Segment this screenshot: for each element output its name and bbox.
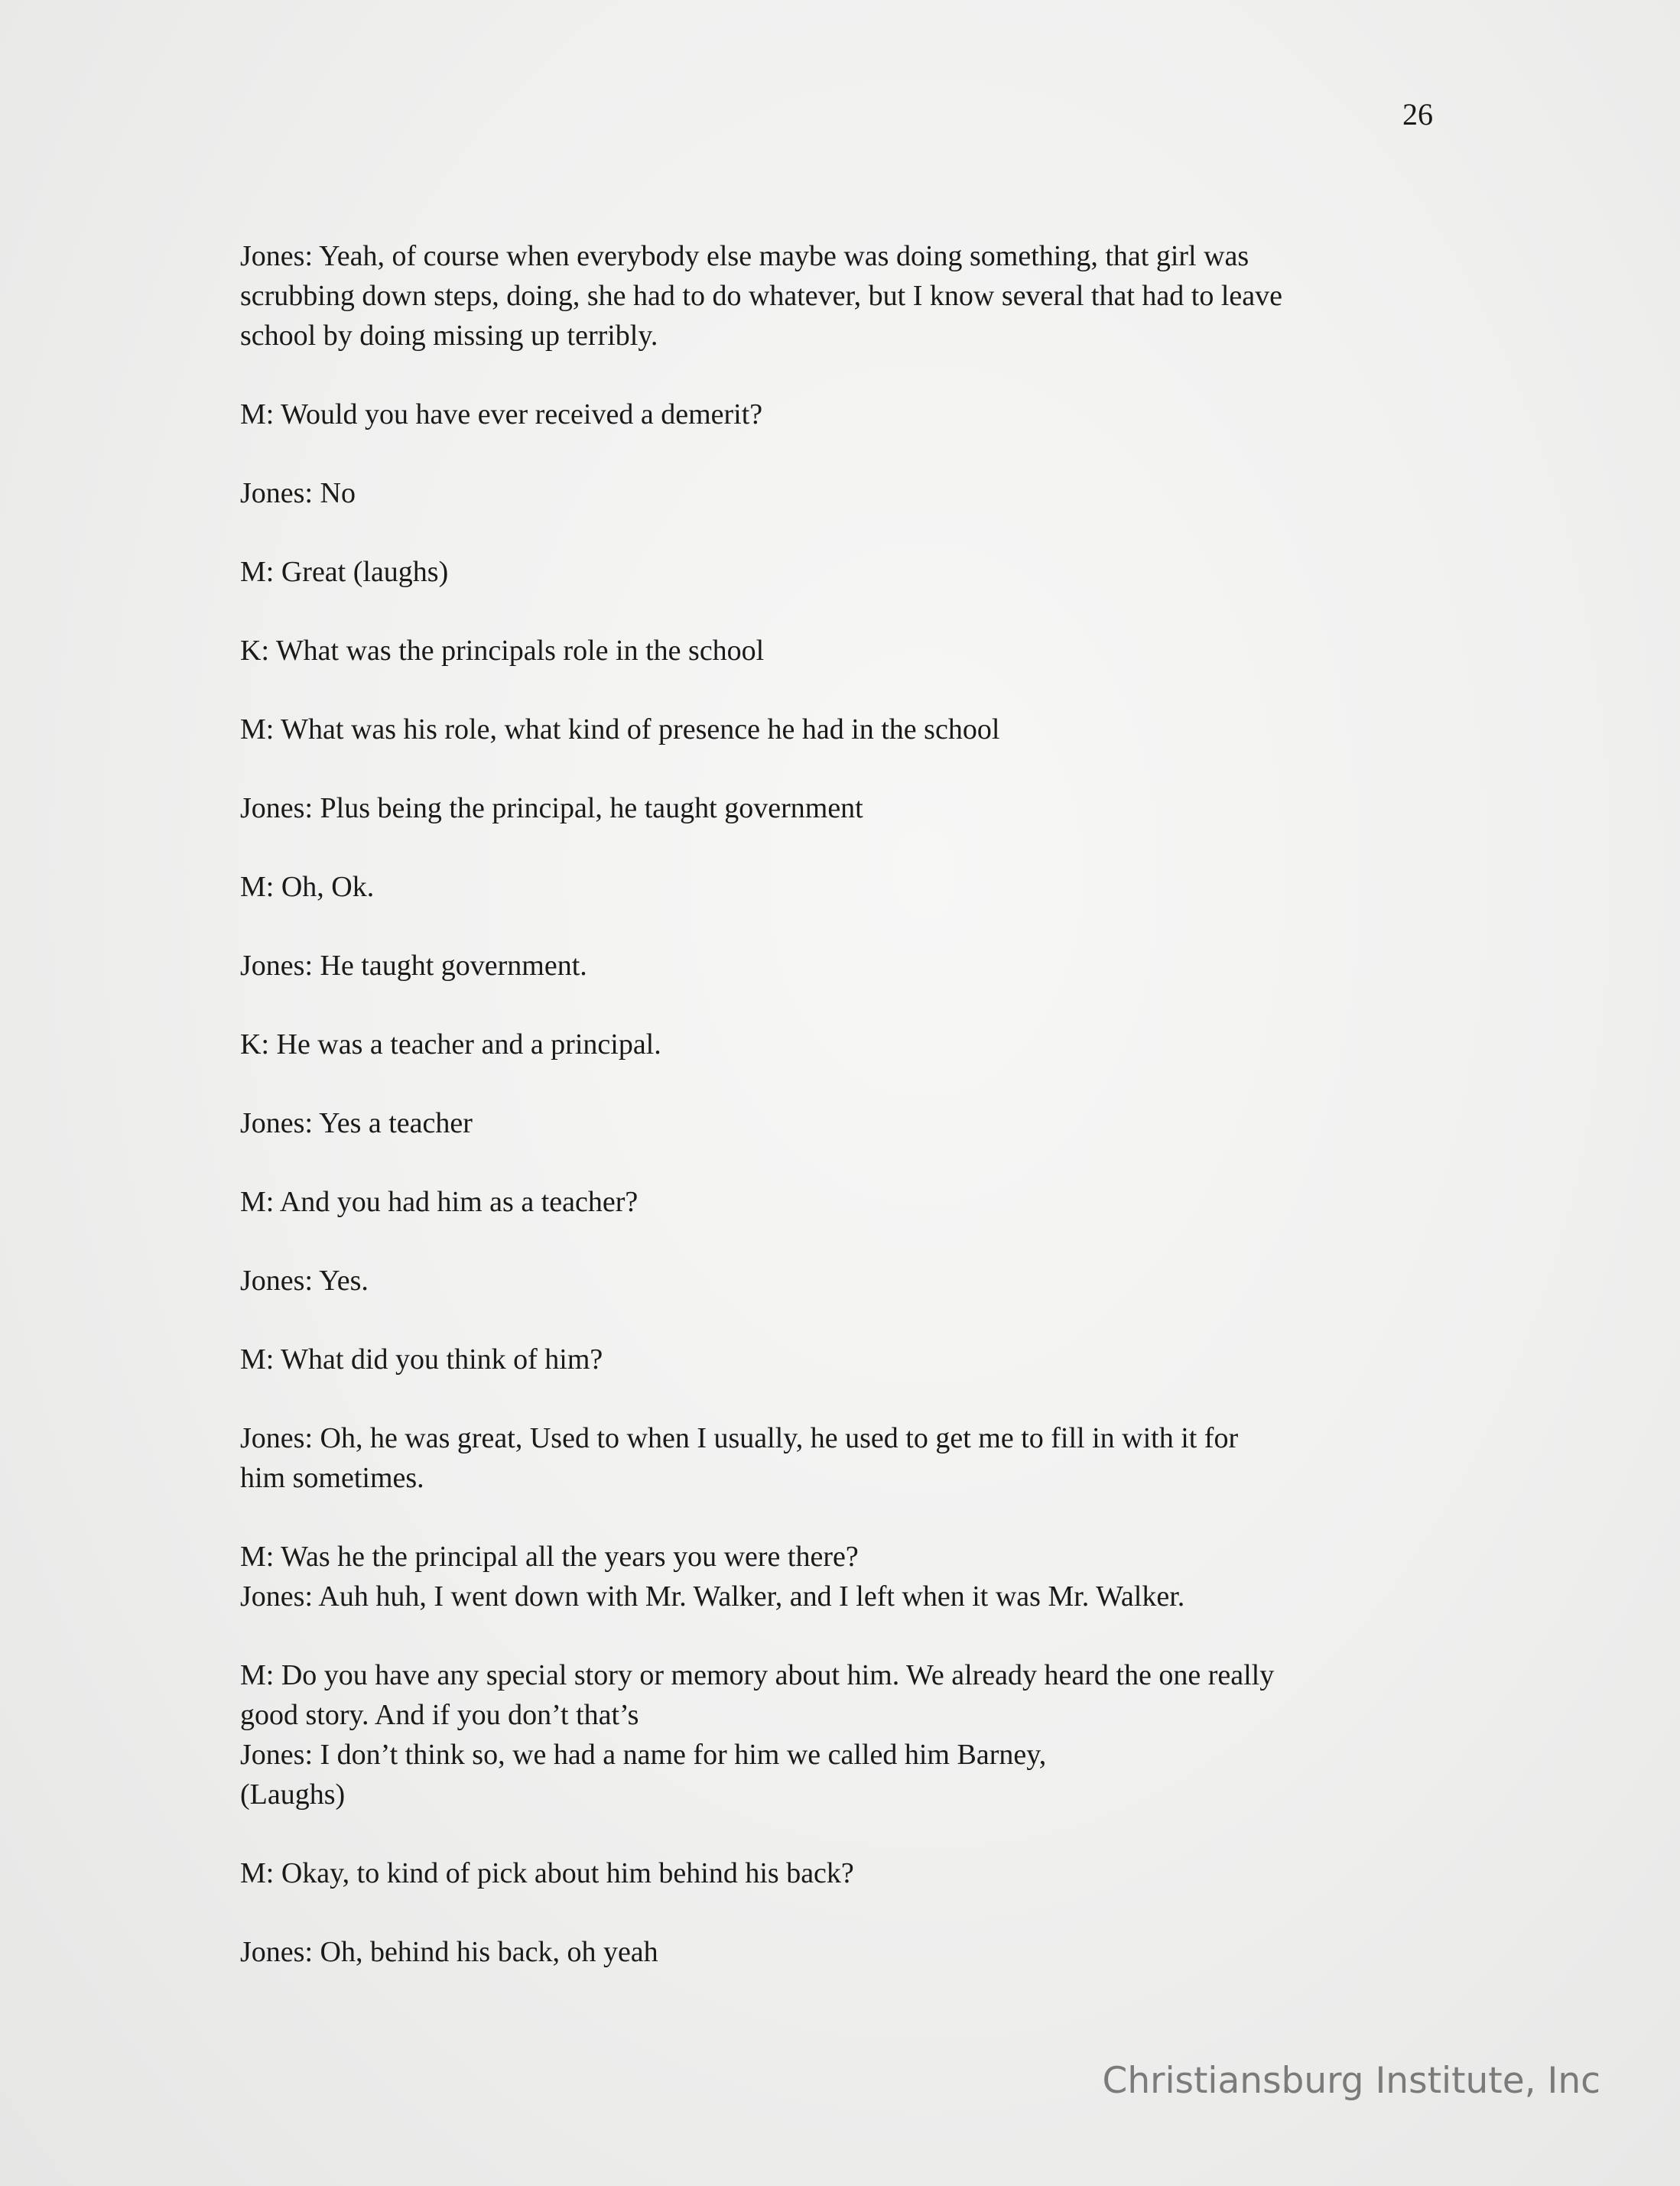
transcript-paragraph bbox=[240, 395, 1448, 434]
transcript-line: good story. And if you don’t that’s bbox=[240, 1699, 639, 1731]
transcript-paragraph bbox=[240, 1932, 1448, 1972]
watermark: Christiansburg Institute, Inc bbox=[1102, 2060, 1600, 2102]
transcript-line: Jones: No bbox=[240, 477, 356, 509]
transcript-paragraph bbox=[240, 1537, 1448, 1616]
transcript-paragraph bbox=[240, 788, 1448, 828]
transcript-line: scrubbing down steps, doing, she had to do whatever, but I know several that had to leave bbox=[240, 280, 1282, 312]
transcript-line: M: Do you have any special story or memory about him. We already heard the one really bbox=[240, 1659, 1275, 1691]
transcript-paragraph bbox=[240, 552, 1448, 592]
transcript-paragraph bbox=[240, 631, 1448, 671]
transcript-line: M: Oh, Ok. bbox=[240, 871, 375, 903]
transcript-line: him sometimes. bbox=[240, 1462, 424, 1494]
transcript-paragraph bbox=[240, 946, 1448, 986]
transcript-line: K: He was a teacher and a principal. bbox=[240, 1028, 661, 1061]
transcript-line: school by doing missing up terribly. bbox=[240, 320, 658, 352]
transcript-line: Jones: Yes a teacher bbox=[240, 1107, 473, 1139]
transcript-line: M: Was he the principal all the years you were there? bbox=[240, 1541, 859, 1573]
transcript-paragraph bbox=[240, 1418, 1448, 1498]
transcript-paragraph bbox=[240, 710, 1448, 749]
transcript-paragraph bbox=[240, 1853, 1448, 1893]
transcript-paragraph bbox=[240, 1025, 1448, 1064]
transcript-paragraph bbox=[240, 1182, 1448, 1222]
transcript-paragraph bbox=[240, 236, 1448, 356]
transcript-line: Jones: Plus being the principal, he taught government bbox=[240, 792, 863, 824]
transcript-line: K: What was the principals role in the school bbox=[240, 635, 765, 667]
transcript-line: Jones: Auh huh, I went down with Mr. Walker, and I left when it was Mr. Walker. bbox=[240, 1580, 1185, 1613]
transcript-paragraph bbox=[240, 1655, 1448, 1814]
transcript-line: M: And you had him as a teacher? bbox=[240, 1186, 639, 1218]
transcript-line: M: What was his role, what kind of presence he had in the school bbox=[240, 713, 1000, 745]
transcript-line: M: Great (laughs) bbox=[240, 556, 449, 588]
transcript-line: Jones: Oh, behind his back, oh yeah bbox=[240, 1936, 658, 1968]
page-number: 26 bbox=[1402, 97, 1433, 132]
transcript-line: M: Would you have ever received a demerit? bbox=[240, 398, 763, 430]
transcript-paragraph bbox=[240, 473, 1448, 513]
transcript-body bbox=[240, 236, 1448, 2011]
transcript-line: Jones: Yes. bbox=[240, 1265, 369, 1297]
transcript-line: M: What did you think of him? bbox=[240, 1343, 603, 1376]
transcript-paragraph bbox=[240, 867, 1448, 907]
transcript-line: (Laughs) bbox=[240, 1778, 346, 1811]
transcript-paragraph bbox=[240, 1103, 1448, 1143]
transcript-line: Jones: He taught government. bbox=[240, 950, 587, 982]
transcript-line: Jones: Yeah, of course when everybody else maybe was doing something, that girl was bbox=[240, 240, 1249, 272]
transcript-line: M: Okay, to kind of pick about him behind his back? bbox=[240, 1857, 854, 1889]
transcript-line: Jones: I don’t think so, we had a name for him we called him Barney, bbox=[240, 1739, 1047, 1771]
transcript-paragraph bbox=[240, 1261, 1448, 1301]
transcript-paragraph bbox=[240, 1340, 1448, 1379]
transcript-line: Jones: Oh, he was great, Used to when I usually, he used to get me to fill in with it for bbox=[240, 1422, 1239, 1454]
